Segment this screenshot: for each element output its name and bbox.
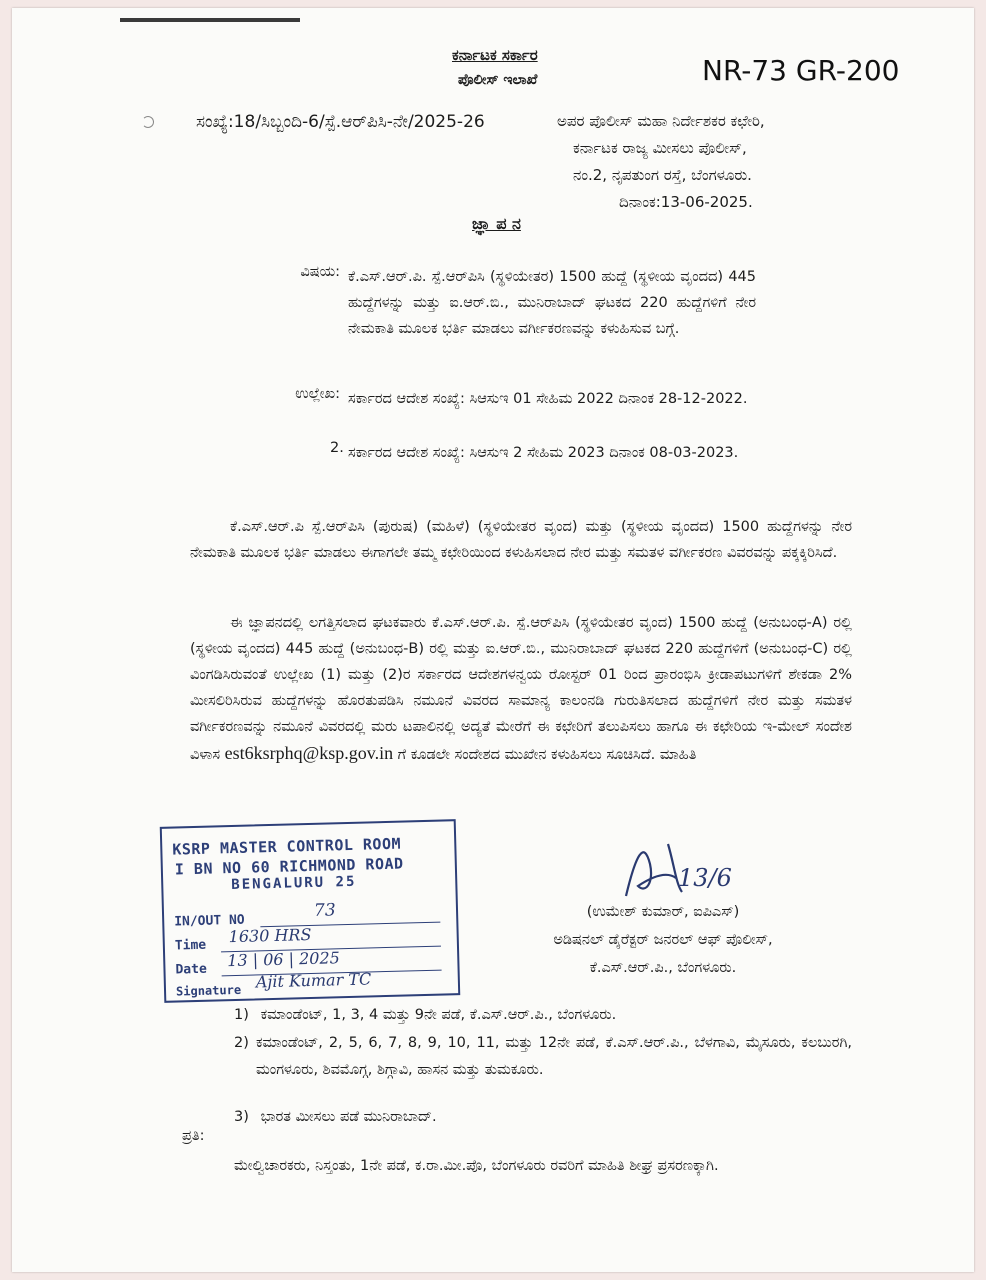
recipient-number: 2) <box>234 1035 249 1051</box>
copy-label: ಪ್ರತಿ: <box>182 1128 205 1144</box>
reference-label: ಉಲ್ಲೇಖ: <box>295 386 340 402</box>
recipient-item <box>234 1104 852 1131</box>
memo-title: ಜ್ಞಾ ಪ ನ <box>472 214 521 233</box>
office-line: ಕರ್ನಾಟಕ ರಾಜ್ಯ ಮೀಸಲು ಪೊಲೀಸ್, <box>573 139 747 157</box>
office-line: ನಂ.2, ನೃಪತುಂಗ ರಸ್ತೆ, ಬೆಂಗಳೂರು. <box>573 166 752 184</box>
body-paragraph-2-end: ಗೆ ಕೂಡಲೇ ಸಂದೇಶದ ಮುಖೇನ ಕಳುಹಿಸಲು ಸೂಚಿಸಿದೆ. ಮಾಹಿತಿ <box>393 747 697 763</box>
officer-signature <box>616 834 746 908</box>
punch-hole-mark <box>142 116 154 128</box>
signature-date: 13/6 <box>678 864 732 892</box>
top-rule <box>120 18 300 22</box>
signatory-name: (ಉಮೇಶ್ ಕುಮಾರ್, ಐಪಿಎಸ್) <box>586 904 740 920</box>
copy-text: ಮೇಲ್ವಿಚಾರಕರು, ನಿಸ್ತಂತು, 1ನೇ ಪಡೆ, ಕ.ರಾ.ಮೀ.ಪೊ, ಬೆಂಗಳೂರು ರವರಿಗೆ ಮಾಹಿತಿ ಶೀಘ್ರ ಪ್ರಸರಣಕ್ಕಾಗಿ. <box>234 1158 719 1174</box>
document-page <box>12 8 974 1272</box>
stamp-date-value: 13 | 06 | 2025 <box>227 948 341 971</box>
stamp-inout-value: 73 <box>313 900 336 921</box>
reference-item-1: ಸರ್ಕಾರದ ಆದೇಶ ಸಂಖ್ಯೆ: ಸಿಆಸುಇ 01 ಸೇಹಿಮ 2022 ದಿನಾಂಕ 28-12-2022. <box>348 391 748 407</box>
recipient-number: 3) <box>234 1109 249 1125</box>
stamp-line-2: I BN NO 60 RICHMOND ROAD <box>174 854 404 879</box>
body-paragraph-2-text: ಈ ಜ್ಞಾಪನದಲ್ಲಿ ಲಗತ್ತಿಸಲಾದ ಘಟಕವಾರು ಕೆ.ಎಸ್.ಆರ್.ಪಿ. ಸ್ಪೆ.ಆರ್‌ಪಿಸಿ (ಸ್ಥಳಿಯೇತರ ವೃಂದ) 1500 ಹುದ್ದೆ (ಅನುಬಂಧ-A) ರಲ್ಲಿ (ಸ್ಥಳೀಯ ವೃಂದದ) 445 ಹುದ್ದೆ (ಅನುಬಂಧ-B) ರಲ್ಲಿ ಮತ್ತು ಐ.ಆರ್.ಬಿ., ಮುನಿರಾಬಾದ್ ಘಟಕದ 220 ಹುದ್ದೆಗಳಿಗೆ (ಅನುಬಂಧ-C) ರಲ್ಲಿ ವಿಂಗಡಿಸಿರುವಂತೆ ಉಲ್ಲೇಖ (1) ಮತ್ತು (2)ರ ಸರ್ಕಾರದ ಆದೇಶಗಳನ್ವಯ ರೋಸ್ಟರ್ 01 ರಿಂದ ಪ್ರಾರಂಭಿಸಿ ಕ್ರೀಡಾಪಟುಗಳಿಗೆ ಶೇಕಡಾ 2% ಮೀಸಲಿರಿಸಿರುವ ಹುದ್ದೆಗಳನ್ನು ಹೊರತುಪಡಿಸಿ ನಮೂನೆ ವಿವರದ ಸಾಮಾನ್ಯ ಕಾಲಂನಡಿ ಗುರುತಿಸಲಾದ ಹುದ್ದೆಗಳಿಗೆ ನೇರ ಮತ್ತು ಸಮತಳ ವರ್ಗೀಕರಣವನ್ನು ನಮೂನೆ ವಿವರದಲ್ಲಿ ಮರು ಟಪಾಲಿನಲ್ಲಿ ಅದ್ಯತೆ ಮೇರೆಗೆ ಈ ಕಛೇರಿಗೆ ತಲುಪಿಸಲು ಹಾಗೂ ಈ ಕಛೇರಿಯ ಇ-ಮೇಲ್ ಸಂದೇಶ ವಿಳಾಸ <box>190 615 852 763</box>
recipient-item <box>234 1002 852 1029</box>
stamp-signature-label: Signature <box>175 982 242 999</box>
recipient-text: ಕಮಾಂಡೆಂಟ್, 2, 5, 6, 7, 8, 9, 10, 11, ಮತ್ತು 12ನೇ ಪಡೆ, ಕೆ.ಎಸ್.ಆರ್.ಪಿ., ಬೆಳಗಾವಿ, ಮೈಸೂರು, ಕಲಬುರಗಿ, ಮಂಗಳೂರು, ಶಿವಮೊಗ್ಗ, ಶಿಗ್ಗಾವಿ, ಹಾಸನ ಮತ್ತು ತುಮಕೂರು. <box>256 1035 852 1078</box>
signatory-block <box>518 898 808 982</box>
stamp-time-label: Time <box>174 937 207 954</box>
recipient-item <box>234 1030 852 1084</box>
stamp-date-label: Date <box>175 961 207 978</box>
body-paragraph-2 <box>190 610 852 768</box>
document-date: ದಿನಾಂಕ:13-06-2025. <box>619 193 753 211</box>
recipient-number: 1) <box>234 1007 249 1023</box>
control-room-stamp <box>160 819 461 1003</box>
body-paragraph-1: ಕೆ.ಎಸ್.ಆರ್.ಪಿ ಸ್ಪೆ.ಆರ್‌ಪಿಸಿ (ಪುರುಷ) (ಮಹಿಳೆ) (ಸ್ಥಳಿಯೇತರ ವೃಂದ) ಮತ್ತು (ಸ್ಥಳೀಯ ವೃಂದದ) 1500 ಹುದ್ದೆಗಳನ್ನು ನೇರ ನೇಮಕಾತಿ ಮೂಲಕ ಭರ್ತಿ ಮಾಡಲು ಈಗಾಗಲೇ ತಮ್ಮ ಕಛೇರಿಯಿಂದ ಕಳುಹಿಸಲಾದ ನೇರ ಮತ್ತು ಸಮತಳ ವರ್ಗೀಕರಣ ವಿವರವನ್ನು ಪಕ್ಕಕ್ಕಿರಿಸಿದೆ. <box>190 519 852 561</box>
recipient-text: ಭಾರತ ಮೀಸಲು ಪಡೆ ಮುನಿರಾಬಾದ್. <box>260 1109 437 1125</box>
stamp-inout-label: IN/OUT NO <box>174 912 245 930</box>
reference-item-2-number: 2. <box>330 440 344 456</box>
email-address: est6ksrphq@ksp.gov.in <box>224 743 394 763</box>
reference-item-2: ಸರ್ಕಾರದ ಆದೇಶ ಸಂಖ್ಯೆ: ಸಿಆಸುಇ 2 ಸೇಹಿಮ 2023 ದಿನಾಂಕ 08-03-2023. <box>348 445 739 461</box>
government-heading: ಕರ್ನಾಟಕ ಸರ್ಕಾರ <box>452 46 538 64</box>
recipient-text: ಕಮಾಂಡೆಂಟ್, 1, 3, 4 ಮತ್ತು 9ನೇ ಪಡೆ, ಕೆ.ಎಸ್.ಆರ್.ಪಿ., ಬೆಂಗಳೂರು. <box>260 1007 617 1023</box>
subject-label: ವಿಷಯ: <box>300 264 340 280</box>
reference-number: ಸಂಖ್ಯೆ:18/ಸಿಬ್ಬಂದಿ-6/ಸ್ಪೆ.ಆರ್‌ಪಿಸಿ-ನೇ/2025-26 <box>196 112 485 132</box>
signatory-designation: ಅಡಿಷನಲ್ ಡೈರೆಕ್ಟರ್ ಜನರಲ್ ಆಫ್ ಪೊಲೀಸ್, <box>553 932 773 948</box>
office-line: ಅಪರ ಪೊಲೀಸ್ ಮಹಾ ನಿರ್ದೇಶಕರ ಕಛೇರಿ, <box>557 112 765 130</box>
stamp-time-value: 1630 HRS <box>228 924 312 947</box>
stamp-line-1: KSRP MASTER CONTROL ROOM <box>172 834 402 859</box>
stamp-signature-value: Ajit Kumar TC <box>255 969 372 992</box>
subject-text: ಕೆ.ಎಸ್.ಆರ್.ಪಿ. ಸ್ಪೆ.ಆರ್‌ಪಿಸಿ (ಸ್ಥಳಿಯೇತರ) 1500 ಹುದ್ದೆ (ಸ್ಥಳೀಯ ವೃಂದದ) 445 ಹುದ್ದೆಗಳನ್ನು ಮತ್ತು ಐ.ಆರ್.ಬಿ., ಮುನಿರಾಬಾದ್ ಘಟಕದ 220 ಹುದ್ದೆಗಳಿಗೆ ನೇರ ನೇಮಕಾತಿ ಮೂಲಕ ಭರ್ತಿ ಮಾಡಲು ವರ್ಗೀಕರಣವನ್ನು ಕಳುಹಿಸುವ ಬಗ್ಗೆ. <box>348 269 756 337</box>
department-heading: ಪೊಲೀಸ್ ಇಲಾಖೆ <box>458 72 538 88</box>
stamp-line-3: BENGALURU 25 <box>231 873 357 894</box>
document-code: NR-73 GR-200 <box>702 54 900 87</box>
signatory-place: ಕೆ.ಎಸ್.ಆರ್.ಪಿ., ಬೆಂಗಳೂರು. <box>589 960 737 976</box>
office-address <box>557 108 765 216</box>
